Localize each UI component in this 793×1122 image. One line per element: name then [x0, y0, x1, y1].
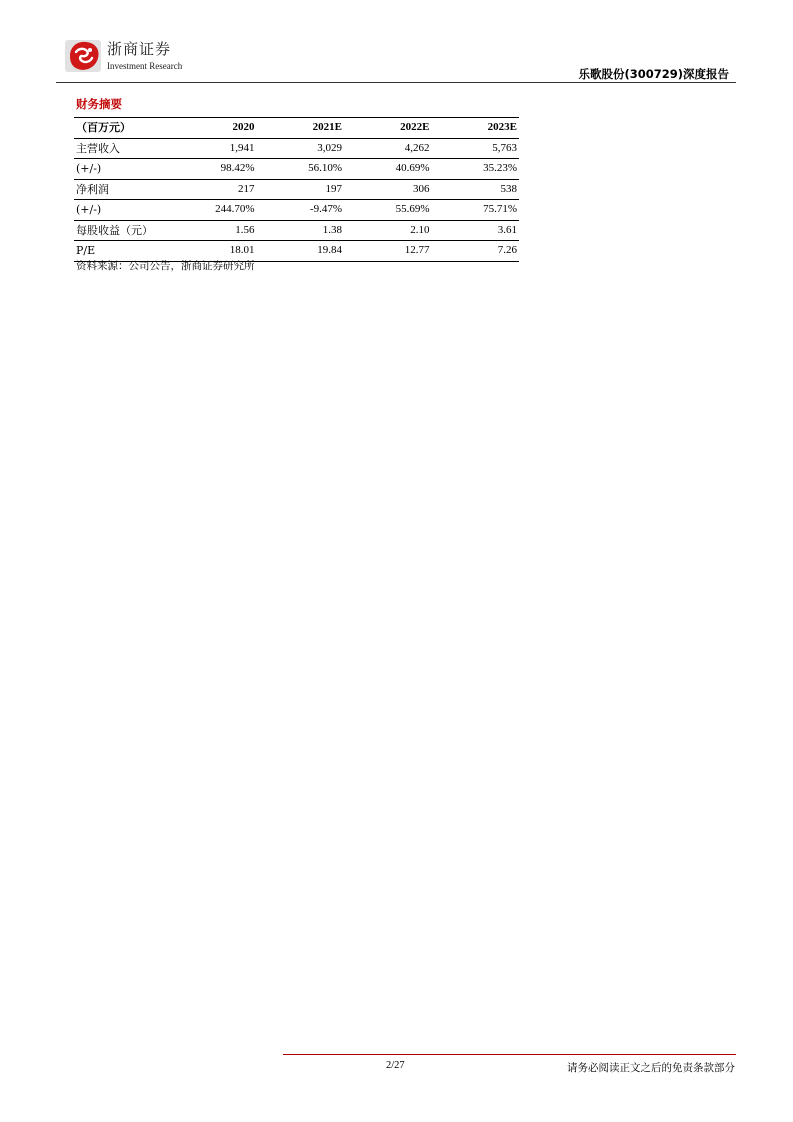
report-title: 乐歌股份(300729)深度报告: [578, 67, 729, 81]
table-row: [74, 138, 519, 159]
table-cell: 1,941: [229, 141, 255, 154]
table-cell: 3.61: [497, 223, 517, 236]
table-cell: 4,262: [404, 141, 430, 154]
disclaimer-note: 请务必阅读正文之后的免责条款部分: [567, 1062, 735, 1074]
logo-english-name: Investment Research: [107, 61, 183, 71]
table-header-row: [74, 118, 519, 139]
footer-divider: [283, 1054, 736, 1055]
row-label: 主营收入: [76, 141, 120, 155]
table-cell: 35.23%: [483, 162, 517, 174]
row-label: (+/-): [76, 162, 102, 175]
table-cell: 19.84: [317, 244, 342, 256]
source-note: 资料来源：公司公告，浙商证券研究所: [76, 260, 255, 272]
column-header: （百万元）: [76, 121, 131, 134]
table-title: 财务摘要: [76, 97, 122, 111]
column-header: 2022E: [400, 121, 430, 133]
table-cell: 1.38: [322, 223, 342, 236]
table-cell: 75.71%: [483, 203, 517, 215]
table-cell: 306: [413, 182, 430, 195]
table-cell: 7.26: [497, 244, 517, 256]
column-header: 2020: [232, 121, 255, 133]
table-cell: 55.69%: [395, 203, 430, 215]
table-cell: 5,763: [492, 141, 517, 154]
table-cell: -9.47%: [309, 203, 342, 215]
column-header: 2021E: [312, 121, 342, 133]
row-label: 每股收益（元）: [76, 223, 153, 237]
table-cell: 217: [238, 182, 255, 195]
logo-chinese-name: 浙商证券: [107, 40, 172, 58]
table-cell: 197: [325, 182, 342, 195]
row-label: P/E: [76, 244, 96, 257]
header-divider: [56, 82, 736, 83]
table-cell: 18.01: [229, 244, 255, 256]
page-number: 2/27: [386, 1060, 405, 1071]
table-cell: 56.10%: [308, 162, 342, 174]
row-label: 净利润: [76, 182, 109, 196]
table-cell: 12.77: [404, 244, 430, 256]
financial-summary-table: [74, 117, 519, 262]
table-row: [74, 200, 519, 221]
table-cell: 1.56: [235, 223, 255, 236]
table-cell: 2.10: [410, 223, 430, 236]
company-logo: [64, 36, 184, 78]
table-row: [74, 220, 519, 241]
table-cell: 538: [500, 182, 517, 195]
table-row: [74, 159, 519, 180]
column-header: 2023E: [487, 121, 517, 133]
table-cell: 244.70%: [215, 203, 255, 215]
table-cell: 40.69%: [395, 162, 430, 174]
table-cell: 3,029: [317, 141, 342, 154]
row-label: (+/-): [76, 203, 102, 216]
table-cell: 98.42%: [220, 162, 255, 174]
table-row: [74, 179, 519, 200]
logo-emblem-icon: [64, 36, 104, 76]
